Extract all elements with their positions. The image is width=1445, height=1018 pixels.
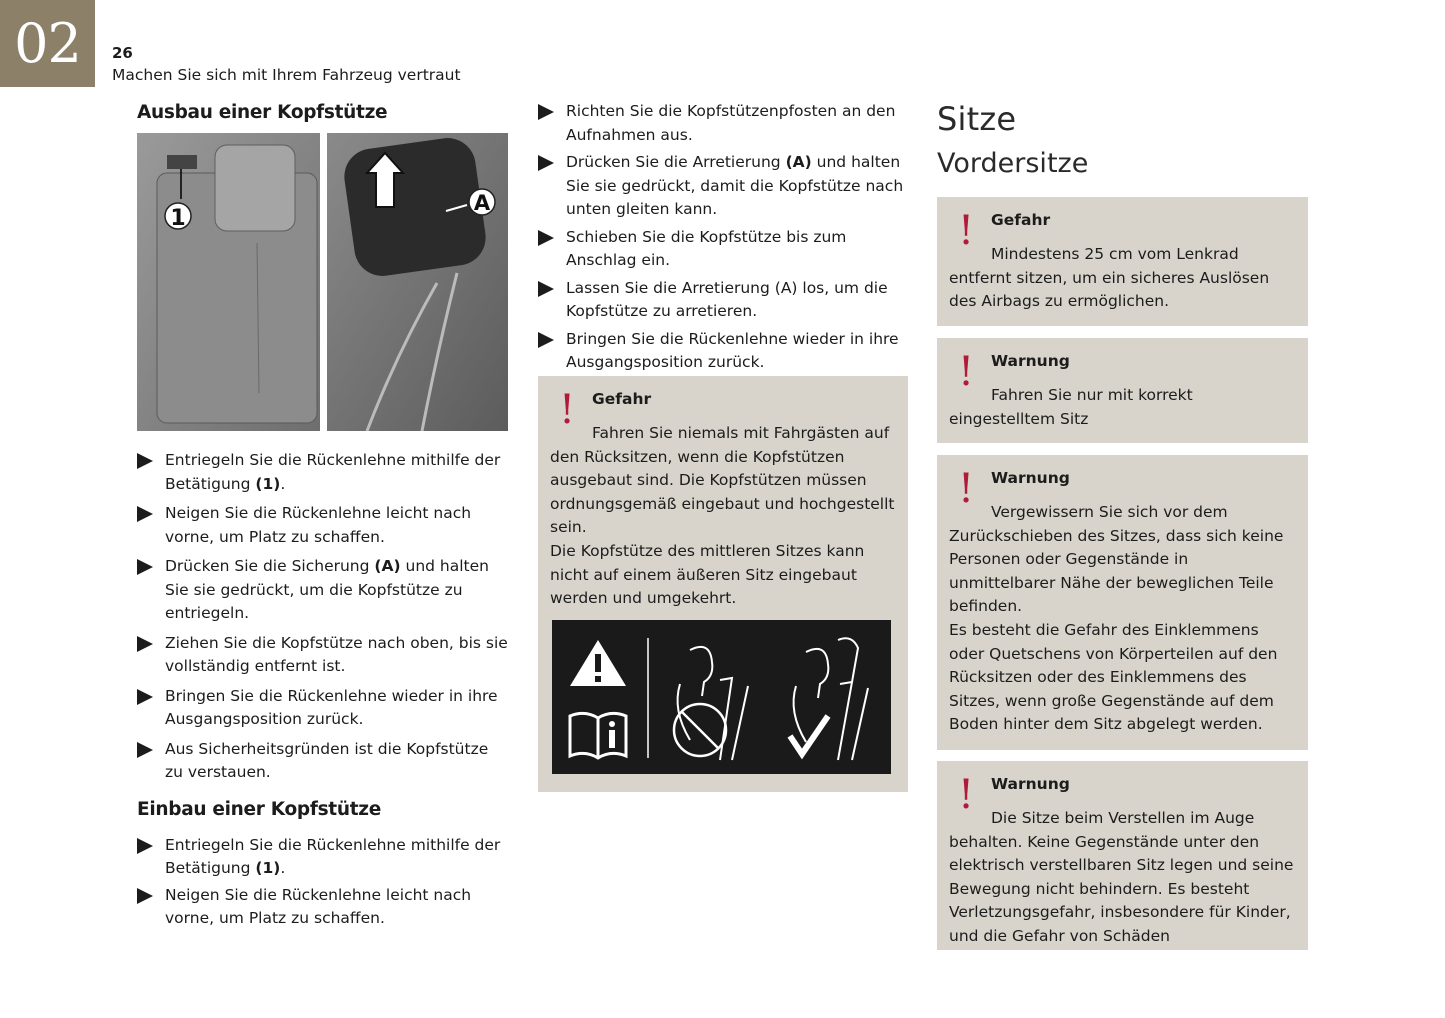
note-text: Fahren Sie niemals mit Fahrgästen auf den Rücksitzen, wenn die Kopfstützen ausgebaut sind. Die Kopfstützen müssen ordnungsgemäß eingebaut und hochgestellt sein. Die Kopfstütze des mittleren Sitzes kann nicht auf einem äußeren Sitz eingebaut werden und umgekehrt. (550, 424, 895, 608)
warning-exclamation-icon: ! (958, 349, 975, 395)
bullet-arrow-icon (137, 689, 153, 705)
note-title: Gefahr (592, 390, 652, 408)
note-text: Vergewissern Sie sich vor dem Zurückschieben des Sitzes, dass sich keine Personen oder Gegenstände in unmittelbarer Nähe der beweglichen Teile befinden. Es besteht die Gefahr des Einklemmens oder Quetschens von Körperteilen auf den Rücksitzen oder des Einklemmens des Sitzes, wenn große Gegenstände auf dem Boden hinter dem Sitz abgelegt werden. (949, 503, 1284, 734)
section-subtitle: Vordersitze (937, 148, 1089, 179)
warning-pictogram (552, 620, 891, 774)
bullet-arrow-icon (137, 506, 153, 522)
warning-exclamation-icon: ! (958, 772, 975, 818)
list-item: Ziehen Sie die Kopfstütze nach oben, bis sie vollständig entfernt ist. (137, 632, 509, 679)
bullet-arrow-icon (137, 559, 153, 575)
list-item: Bringen Sie die Rückenlehne wieder in ihre Ausgangsposition zurück. (137, 685, 509, 732)
list-item: Entriegeln Sie die Rückenlehne mithilfe der Betätigung (1). (137, 449, 509, 496)
page-subtitle: Machen Sie sich mit Ihrem Fahrzeug vertraut (112, 66, 461, 84)
list-item: Drücken Sie die Sicherung (A) und halten Sie sie gedrückt, um die Kopfstütze zu entriegeln. (137, 555, 509, 626)
bullet-arrow-icon (538, 230, 554, 246)
list-item: Drücken Sie die Arretierung (A) und halten Sie sie gedrückt, damit die Kopfstütze nach unten gleiten kann. (538, 151, 908, 222)
note-text: Mindestens 25 cm vom Lenkrad entfernt sitzen, um ein sicheres Auslösen des Airbags zu ermöglichen. (949, 245, 1270, 311)
bullet-arrow-icon (538, 155, 554, 171)
bullet-arrow-icon (137, 636, 153, 652)
warning-note-seat-position (937, 338, 1308, 443)
headrest-removal-figure (137, 133, 508, 431)
installation-heading: Einbau einer Kopfstütze (137, 798, 381, 820)
note-title: Warnung (991, 469, 1070, 487)
warning-note-adjustment (937, 761, 1308, 950)
list-item: Entriegeln Sie die Rückenlehne mithilfe der Betätigung (1). (137, 834, 509, 881)
removal-steps (137, 449, 509, 785)
bullet-arrow-icon (137, 453, 153, 469)
installation-continued (538, 100, 908, 608)
list-item: Bringen Sie die Rückenlehne wieder in ihre Ausgangsposition zurück. (538, 328, 908, 375)
removal-section (137, 100, 509, 931)
warning-exclamation-icon: ! (958, 208, 975, 254)
person-with-headrest-icon (790, 638, 868, 760)
bullet-arrow-icon (538, 281, 554, 297)
list-item: Neigen Sie die Rückenlehne leicht nach vorne, um Platz zu schaffen. (137, 884, 509, 931)
note-title: Warnung (991, 775, 1070, 793)
note-text: Die Sitze beim Verstellen im Auge behalten. Keine Gegenstände unter den elektrisch verstellbaren Sitz legen und seine Bewegung nicht behindern. Es besteht Verletzungsgefahr, insbesondere für Kinder, und die Gefahr von Schäden (949, 809, 1294, 945)
chapter-number: 02 (0, 0, 95, 87)
person-no-headrest-icon (674, 647, 748, 760)
danger-note-headrests (538, 376, 908, 792)
note-text: Fahren Sie nur mit korrekt eingestelltem Sitz (949, 386, 1193, 428)
installation-steps-part2 (538, 100, 908, 375)
bullet-arrow-icon (137, 742, 153, 758)
warning-exclamation-icon: ! (958, 466, 975, 512)
list-item: Aus Sicherheitsgründen ist die Kopfstütze zu verstauen. (137, 738, 509, 785)
installation-steps-part1 (137, 834, 509, 931)
removal-heading: Ausbau einer Kopfstütze (137, 102, 388, 123)
bullet-arrow-icon (137, 838, 153, 854)
bullet-arrow-icon (538, 104, 554, 120)
manual-book-icon (570, 713, 626, 758)
section-title: Sitze (937, 100, 1017, 138)
bullet-arrow-icon (137, 888, 153, 904)
danger-note-airbag (937, 197, 1308, 326)
figure-label-1: 1 (170, 206, 186, 231)
warning-exclamation-icon: ! (559, 387, 576, 433)
list-item: Richten Sie die Kopfstützenpfosten an den Aufnahmen aus. (538, 100, 908, 147)
note-title: Gefahr (991, 211, 1051, 229)
note-title: Warnung (991, 352, 1070, 370)
warning-note-moving-parts (937, 455, 1308, 750)
bullet-arrow-icon (538, 332, 554, 348)
page-number: 26 (112, 44, 133, 62)
list-item: Schieben Sie die Kopfstütze bis zum Anschlag ein. (538, 226, 908, 273)
list-item: Lassen Sie die Arretierung (A) los, um die Kopfstütze zu arretieren. (538, 277, 908, 324)
list-item: Neigen Sie die Rückenlehne leicht nach vorne, um Platz zu schaffen. (137, 502, 509, 549)
figure-label-a: A (473, 191, 491, 215)
